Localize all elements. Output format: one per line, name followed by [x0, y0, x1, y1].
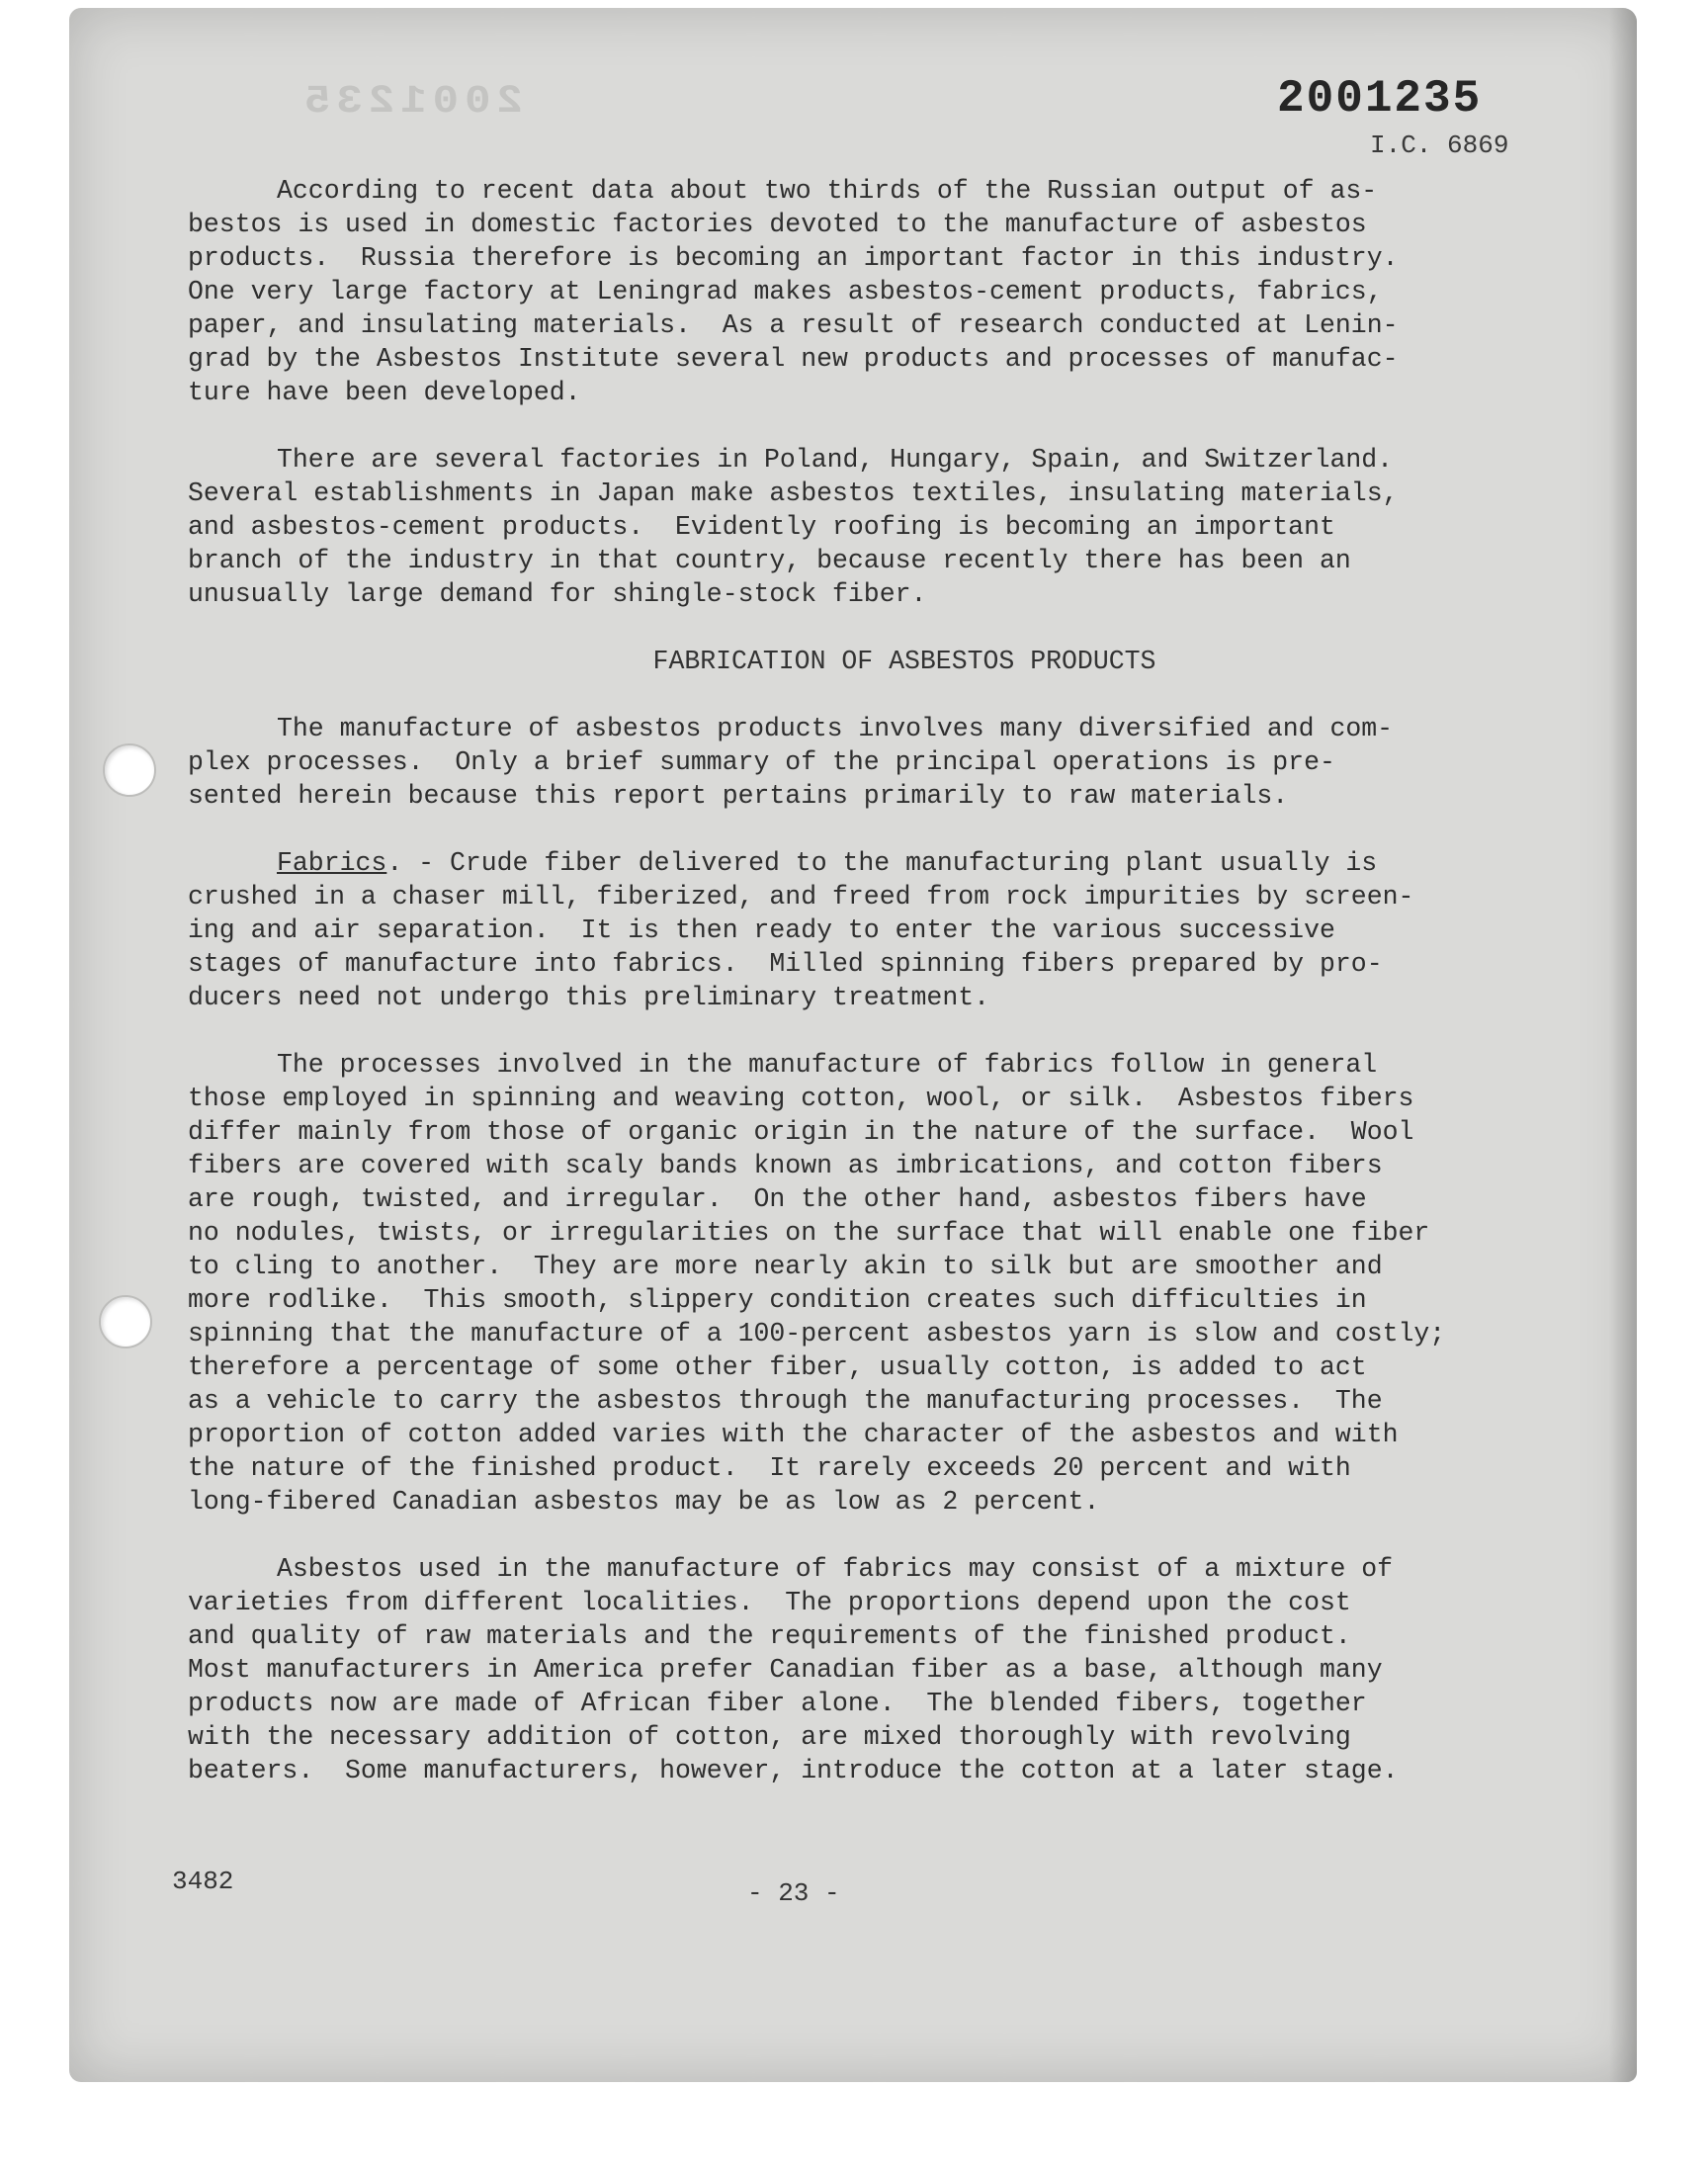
- punch-hole-top: [103, 743, 156, 797]
- paragraph-russia: According to recent data about two thirds of the Russian output of as- bestos is used in domestic factories devoted to the manufacture of asbestos products. Russia therefore is becoming an important factor in this industry. One very large factory at Leningrad makes asbestos-cement products, fabrics, paper, and insulating materials. As a result of research conducted at Lenin- grad by the Asbestos Institute several new products and processes of manufac- ture have been developed.: [188, 176, 1399, 407]
- paragraph-fabrication-intro: The manufacture of asbestos products involves many diversified and com- plex processes. Only a brief summary of the principal operations is pre- sented herein because this report pertains primarily to raw materials.: [188, 714, 1394, 811]
- page-number: - 23 -: [747, 1878, 840, 1908]
- section-heading: FABRICATION OF ASBESTOS PRODUCTS: [652, 647, 1156, 676]
- fabrics-label: Fabrics: [277, 848, 387, 878]
- paragraph-fabrics: [188, 846, 1512, 1014]
- paragraph-fabrics-text: . - Crude fiber delivered to the manufacturing plant usually is crushed in a chaser mill, fiberized, and freed from rock impurities by screen- ing and air separation. It is then ready to enter the various successive stages of manufacture into fabrics. Milled spinning fibers prepared by pro- ducers need not undergo this preliminary treatment.: [188, 848, 1414, 1012]
- report-reference: I.C. 6869: [1370, 130, 1509, 160]
- paragraph-varieties: Asbestos used in the manufacture of fabrics may consist of a mixture of varieties from different localities. The proportions depend upon the cost and quality of raw materials and the requirements of the finished product. Most manufacturers in America prefer Canadian fiber as a base, although many products now are made of African fiber alone. The blended fibers, together with the necessary addition of cotton, are mixed thoroughly with revolving beaters. Some manufacturers, however, introduce the cotton at a later stage.: [188, 1554, 1399, 1785]
- bleed-through-number: 2001235: [299, 79, 523, 125]
- document-stamp-number: 2001235: [1277, 73, 1483, 125]
- document-number: 3482: [172, 1867, 234, 1896]
- punch-hole-bottom: [99, 1295, 152, 1348]
- body-text: [188, 174, 1512, 1821]
- paragraph-other-countries: There are several factories in Poland, Hungary, Spain, and Switzerland. Several establishments in Japan make asbestos textiles, insulating materials, and asbestos-cement products. Evidently roofing is becoming an important branch of the industry in that country, because recently there has been an unusually large demand for shingle-stock fiber.: [188, 445, 1399, 609]
- paragraph-processes: The processes involved in the manufacture of fabrics follow in general those employed in spinning and weaving cotton, wool, or silk. Asbestos fibers differ mainly from those of organic origin in the nature of the surface. Wool fibers are covered with scaly bands known as imbrications, and cotton fibers are rough, twisted, and irregular. On the other hand, asbestos fibers have no nodules, twists, or irregularities on the surface that will enable one fiber to cling to another. They are more nearly akin to silk but are smoother and more rodlike. This smooth, slippery condition creates such difficulties in spinning that the manufacture of a 100-percent asbestos yarn is slow and costly; therefore a percentage of some other fiber, usually cotton, is added to act as a vehicle to carry the asbestos through the manufacturing processes. The proportion of cotton added varies with the character of the asbestos and with the nature of the finished product. It rarely exceeds 20 percent and with long-fibered Canadian asbestos may be as low as 2 percent.: [188, 1050, 1446, 1517]
